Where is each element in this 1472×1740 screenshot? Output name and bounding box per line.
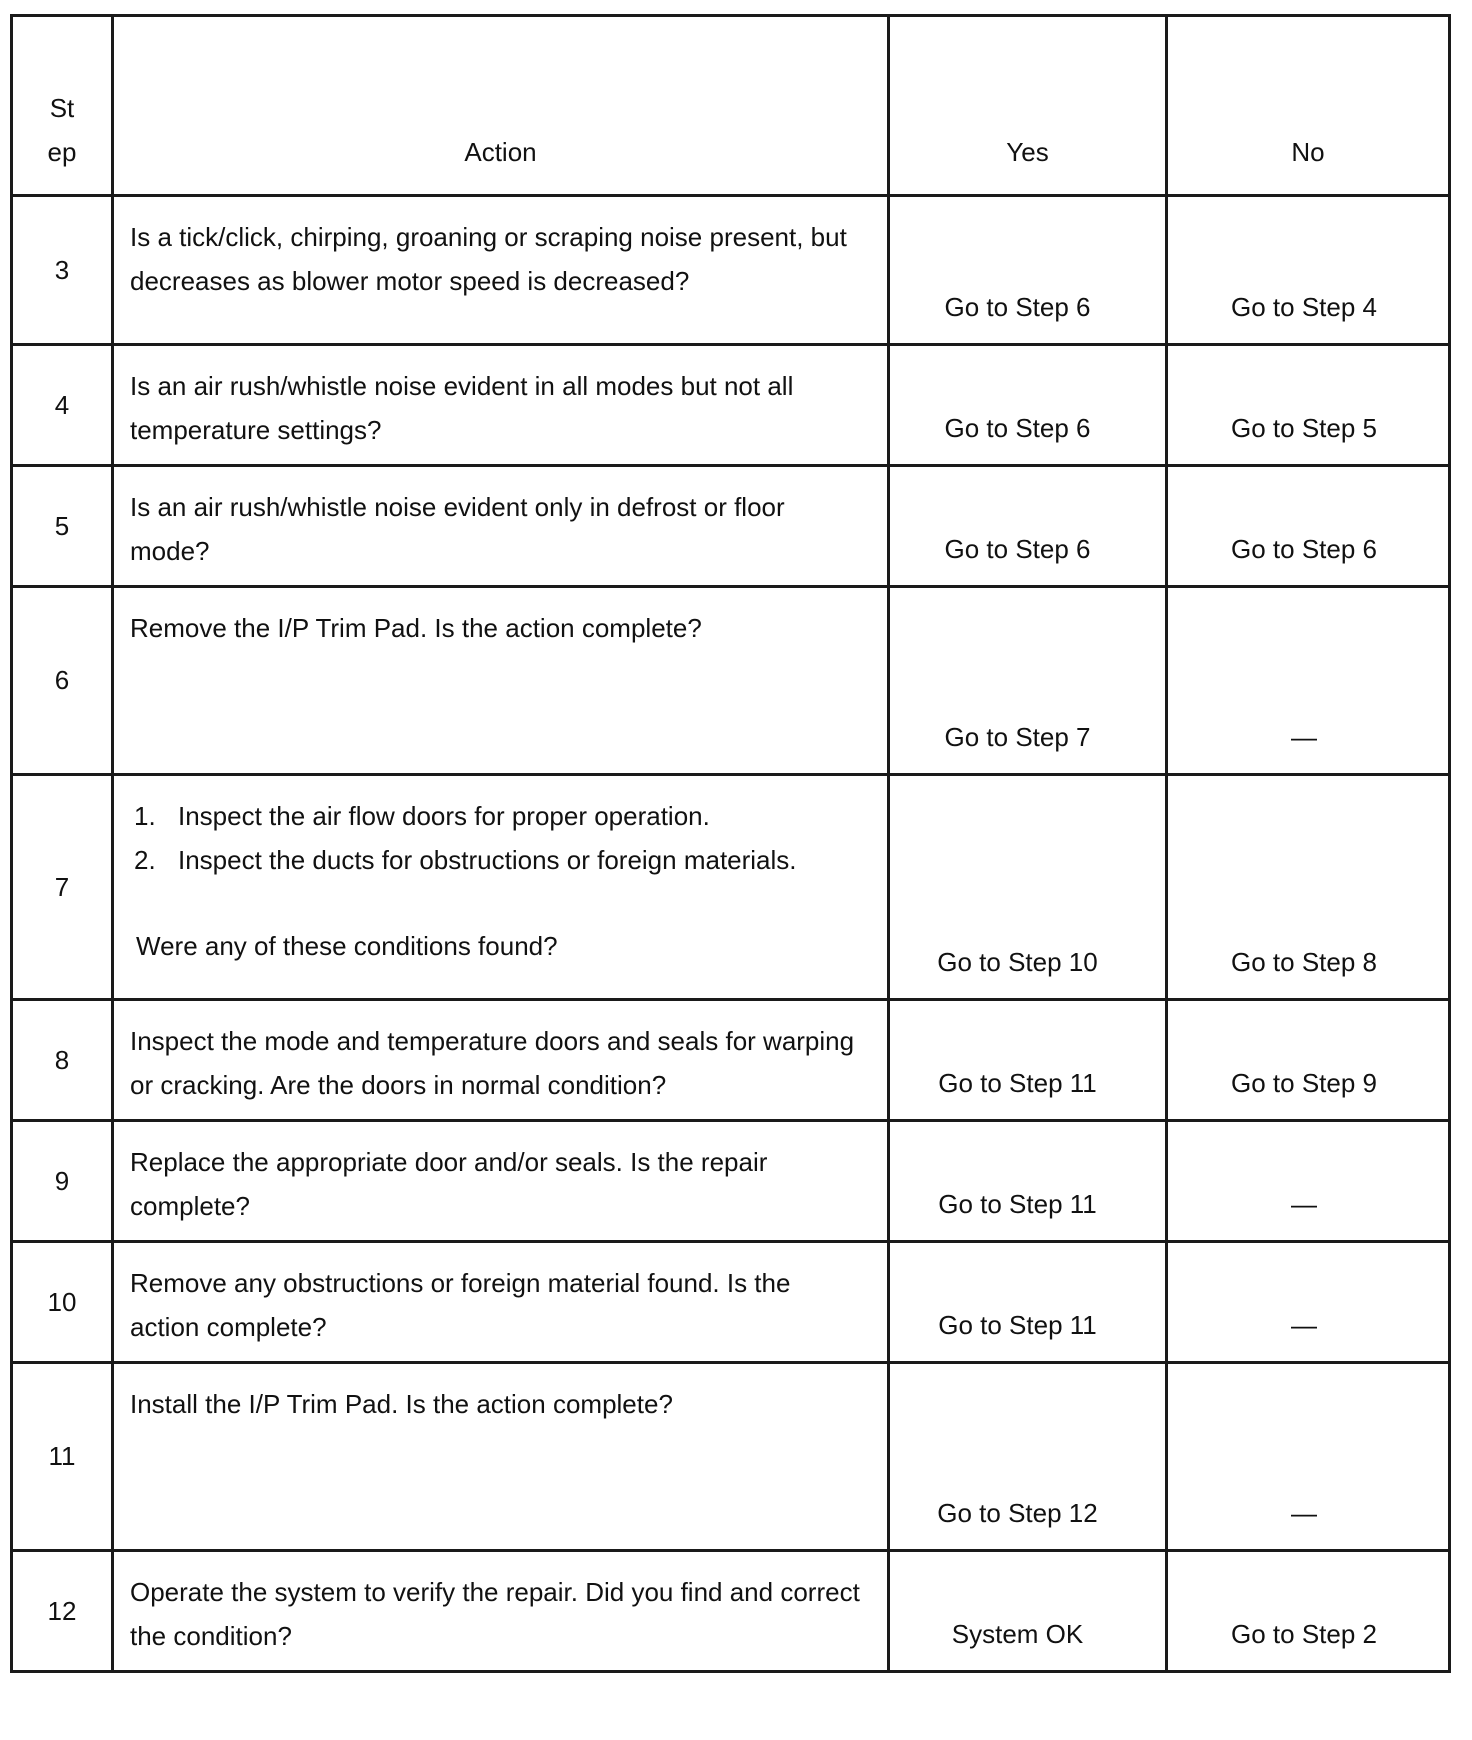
header-action: Action: [113, 16, 889, 196]
no-result-text: —: [1291, 722, 1317, 752]
step-number: 5: [12, 466, 113, 587]
yes-result-text: Go to Step 11: [938, 1189, 1097, 1219]
yes-result-text: Go to Step 6: [944, 413, 1091, 443]
no-result: [1167, 1000, 1450, 1121]
list-item: [130, 838, 867, 882]
header-no: [1167, 16, 1450, 196]
step-number: 6: [12, 587, 113, 775]
step-number: 8: [12, 1000, 113, 1121]
no-result-text: —: [1291, 1498, 1317, 1528]
header-yes: [889, 16, 1167, 196]
step-number: 11: [12, 1363, 113, 1551]
table-row: [12, 1242, 1450, 1363]
table-row: [12, 1000, 1450, 1121]
list-item-number: 1.: [134, 801, 156, 831]
no-result-text: Go to Step 6: [1231, 534, 1377, 564]
action-text: Remove any obstructions or foreign material found. Is the action complete?: [113, 1242, 889, 1363]
table-row: [12, 466, 1450, 587]
yes-result-text: Go to Step 6: [944, 292, 1091, 322]
step-number: 7: [12, 775, 113, 1000]
list-item-text: Inspect the air flow doors for proper operation.: [178, 801, 710, 831]
step-number: 3: [12, 196, 113, 345]
yes-result: [889, 196, 1167, 345]
no-result: [1167, 1242, 1450, 1363]
action-text: Install the I/P Trim Pad. Is the action complete?: [113, 1363, 889, 1551]
no-result-text: Go to Step 4: [1231, 292, 1377, 322]
table-row: [12, 775, 1450, 1000]
table-row: [12, 587, 1450, 775]
yes-result: [889, 1242, 1167, 1363]
step-number: 12: [12, 1551, 113, 1672]
no-result: [1167, 1363, 1450, 1551]
yes-result-text: Go to Step 12: [937, 1498, 1098, 1528]
yes-result-text: Go to Step 6: [944, 534, 1091, 564]
yes-result: [889, 775, 1167, 1000]
yes-result: [889, 1121, 1167, 1242]
no-result: [1167, 196, 1450, 345]
action-question: Were any of these conditions found?: [136, 931, 558, 961]
action-text: [113, 775, 889, 1000]
yes-result-text: System OK: [951, 1619, 1084, 1649]
yes-result-text: Go to Step 11: [938, 1068, 1097, 1098]
header-yes-label: Yes: [1006, 137, 1049, 167]
header-step-line2: ep: [47, 137, 77, 167]
list-item-text: Inspect the ducts for obstructions or foreign materials.: [178, 845, 797, 875]
table-row: [12, 1551, 1450, 1672]
yes-result: [889, 1551, 1167, 1672]
no-result: [1167, 587, 1450, 775]
step-number: 10: [12, 1242, 113, 1363]
no-result: [1167, 775, 1450, 1000]
yes-result-text: Go to Step 7: [944, 722, 1091, 752]
header-step-line1: St: [49, 93, 75, 123]
no-result: [1167, 466, 1450, 587]
list-item: [130, 794, 867, 838]
yes-result-text: Go to Step 10: [937, 947, 1098, 977]
yes-result: [889, 1000, 1167, 1121]
action-text: Is an air rush/whistle noise evident only in defrost or floor mode?: [113, 466, 889, 587]
action-list: [130, 794, 867, 882]
step-number: 9: [12, 1121, 113, 1242]
no-result-text: Go to Step 5: [1231, 413, 1377, 443]
header-no-label: No: [1291, 137, 1325, 167]
step-number: 4: [12, 345, 113, 466]
list-item-number: 2.: [134, 845, 156, 875]
diagnostic-table: [10, 14, 1451, 1673]
action-text: Operate the system to verify the repair. Did you find and correct the condition?: [113, 1551, 889, 1672]
no-result-text: —: [1291, 1189, 1317, 1219]
action-text: Is an air rush/whistle noise evident in all modes but not all temperature settings?: [113, 345, 889, 466]
yes-result-text: Go to Step 11: [938, 1310, 1097, 1340]
action-text: Is a tick/click, chirping, groaning or scraping noise present, but decreases as blower motor speed is decreased?: [113, 196, 889, 345]
no-result-text: Go to Step 9: [1231, 1068, 1377, 1098]
action-text: Remove the I/P Trim Pad. Is the action complete?: [113, 587, 889, 775]
yes-result: [889, 345, 1167, 466]
table-header: [12, 16, 1450, 196]
no-result: [1167, 345, 1450, 466]
table-row: [12, 1363, 1450, 1551]
table-row: [12, 196, 1450, 345]
table-row: [12, 345, 1450, 466]
no-result-text: Go to Step 2: [1231, 1619, 1377, 1649]
action-text: Inspect the mode and temperature doors and seals for warping or cracking. Are the doors in normal condition?: [113, 1000, 889, 1121]
no-result: [1167, 1121, 1450, 1242]
no-result-text: —: [1291, 1310, 1317, 1340]
table-row: [12, 1121, 1450, 1242]
yes-result: [889, 587, 1167, 775]
header-row: [12, 16, 1450, 196]
action-text: Replace the appropriate door and/or seals. Is the repair complete?: [113, 1121, 889, 1242]
table-body: [12, 196, 1450, 1672]
yes-result: [889, 466, 1167, 587]
no-result-text: Go to Step 8: [1231, 947, 1377, 977]
no-result: [1167, 1551, 1450, 1672]
yes-result: [889, 1363, 1167, 1551]
header-step: [12, 16, 113, 196]
